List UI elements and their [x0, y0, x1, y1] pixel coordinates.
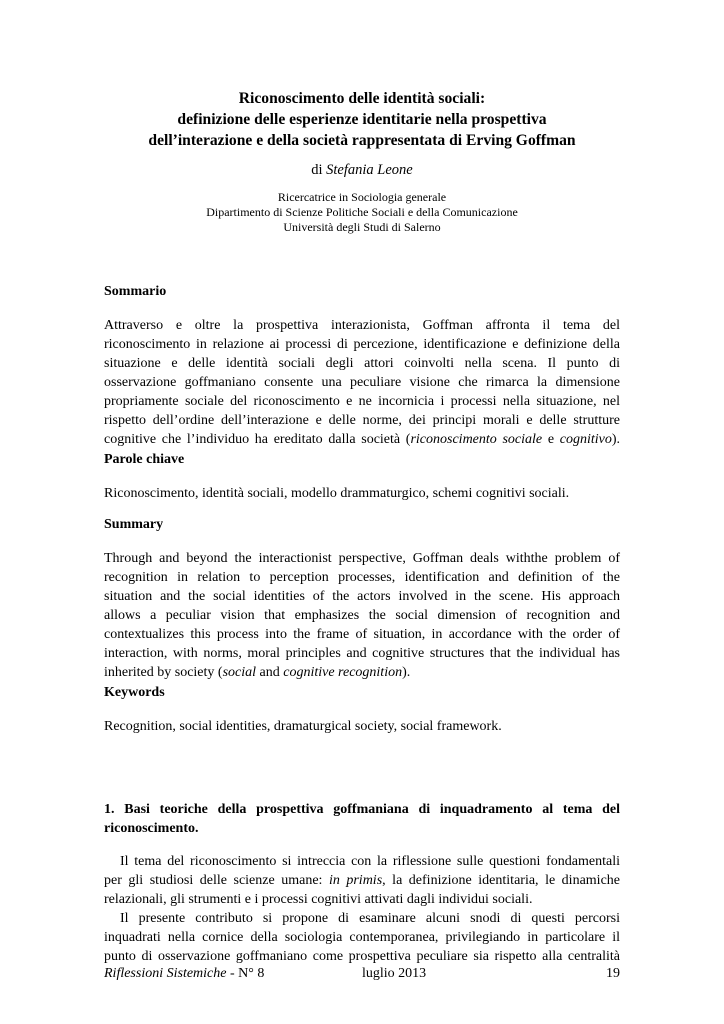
summary-text-run: inherited by society ( — [104, 665, 223, 680]
body-text-run: , la definizione identitaria, le dinamiche — [382, 873, 620, 888]
summary-line: contextualizes this process into the frame of situation, in accordance with the order of — [104, 627, 620, 642]
sommario-line: riconoscimento in relazione ai processi di percezione, identificazione e definizione della — [104, 337, 620, 352]
sommario-line: Attraverso e oltre la prospettiva interazionista, Goffman affronta il tema del — [104, 318, 620, 333]
keywords-text — [104, 717, 620, 736]
sommario-line: osservazione goffmaniano consente una peculiare visione che rimarca la dimensione — [104, 375, 620, 390]
summary-line: situation and the social identities of the actors involved in the scene. His approach — [104, 589, 620, 604]
sommario-line: rispetto dell’ordine dell’interazione e delle norme, dei principi morali e delle strutture — [104, 413, 620, 428]
summary-heading: Summary — [104, 517, 164, 532]
title-line-2: definizione delle esperienze identitarie nella prospettiva — [177, 111, 547, 128]
body-line: Il presente contributo si propone di esaminare alcuni snodi di questi percorsi — [120, 911, 620, 926]
title-line-1: Riconoscimento delle identità sociali: — [238, 90, 486, 107]
affiliation-line-2: Dipartimento di Scienze Politiche Sociali e della Comunicazione — [206, 205, 518, 219]
section-1-heading-line: 1. Basi teoriche della prospettiva goffmaniana di inquadramento al tema del — [104, 802, 620, 817]
summary-emphasis: cognitive recognition — [283, 665, 403, 680]
sommario-text-run: e — [542, 432, 560, 447]
author-name: Stefania Leone — [326, 162, 413, 178]
sommario-text — [104, 316, 620, 449]
parole-chiave-line: Riconoscimento, identità sociali, modello drammaturgico, schemi cognitivi sociali. — [104, 486, 570, 501]
section-1-heading-line: riconoscimento. — [104, 821, 199, 836]
body-line: inquadrati nella cornice della sociologia contemporanea, privilegiando in particolare il — [104, 930, 620, 945]
journal-issue: - N° 8 — [226, 966, 265, 981]
keywords-heading: Keywords — [104, 685, 165, 700]
body-line: relazionali, gli strumenti e i processi cognitivi attivati dagli individui sociali. — [104, 892, 533, 907]
sommario-line: situazione e delle identità sociali degli attori coinvolti nella scena. Il punto di — [104, 356, 620, 371]
journal-name: Riflessioni Sistemiche — [104, 966, 227, 981]
summary-line — [104, 663, 620, 682]
author-prefix: di — [311, 162, 323, 178]
body-line: punto di osservazione goffmaniano come prospettiva peculiare sia rispetto alla centralità — [104, 949, 620, 964]
sommario-emphasis: riconoscimento sociale — [410, 432, 543, 447]
title-line-3: dell’interazione e della società rappresentata di Erving Goffman — [148, 132, 576, 149]
summary-text-run: and — [256, 665, 284, 680]
article-title — [90, 88, 634, 151]
affiliation-line-3: Università degli Studi di Salerno — [283, 220, 441, 234]
sommario-text-run: ). — [611, 432, 621, 447]
sommario-emphasis: cognitivo — [559, 432, 612, 447]
footer-journal — [104, 966, 264, 982]
body-line — [104, 871, 620, 890]
parole-chiave-text — [104, 484, 620, 503]
sommario-line — [104, 430, 620, 449]
summary-line: allows a peculiar vision that emphasizes the social dimension of recognition and — [104, 608, 620, 623]
author-affiliation — [90, 190, 634, 235]
page-footer — [104, 966, 620, 986]
page-number: 19 — [606, 966, 620, 981]
footer-date: luglio 2013 — [362, 966, 427, 981]
summary-line: recognition in relation to perception processes, identification and definition of the — [104, 570, 620, 585]
sommario-heading: Sommario — [104, 284, 167, 299]
section-1-heading — [104, 800, 620, 838]
parole-chiave-heading: Parole chiave — [104, 452, 185, 467]
summary-line: Through and beyond the interactionist perspective, Goffman deals withthe problem of — [104, 551, 620, 566]
body-emphasis: in primis — [328, 873, 383, 888]
sommario-text-run: cognitive che l’individuo ha ereditato dalla società ( — [104, 432, 411, 447]
body-text-run: per gli studiosi delle scienze umane: — [104, 873, 329, 888]
affiliation-line-1: Ricercatrice in Sociologia generale — [277, 190, 447, 204]
author-line — [90, 160, 634, 180]
summary-line: interaction, with norms, moral principles and cognitive structures that the individual has — [104, 646, 620, 661]
body-line: Il tema del riconoscimento si intreccia con la riflessione sulle questioni fondamentali — [120, 854, 620, 869]
summary-emphasis: social — [222, 665, 257, 680]
keywords-line: Recognition, social identities, dramaturgical society, social framework. — [104, 719, 502, 734]
summary-text-run: ). — [402, 665, 411, 680]
summary-text — [104, 549, 620, 682]
section-1-body — [104, 852, 620, 966]
sommario-line: propriamente sociale del riconoscimento e ne incornicia i processi nella situazione, nel — [104, 394, 620, 409]
